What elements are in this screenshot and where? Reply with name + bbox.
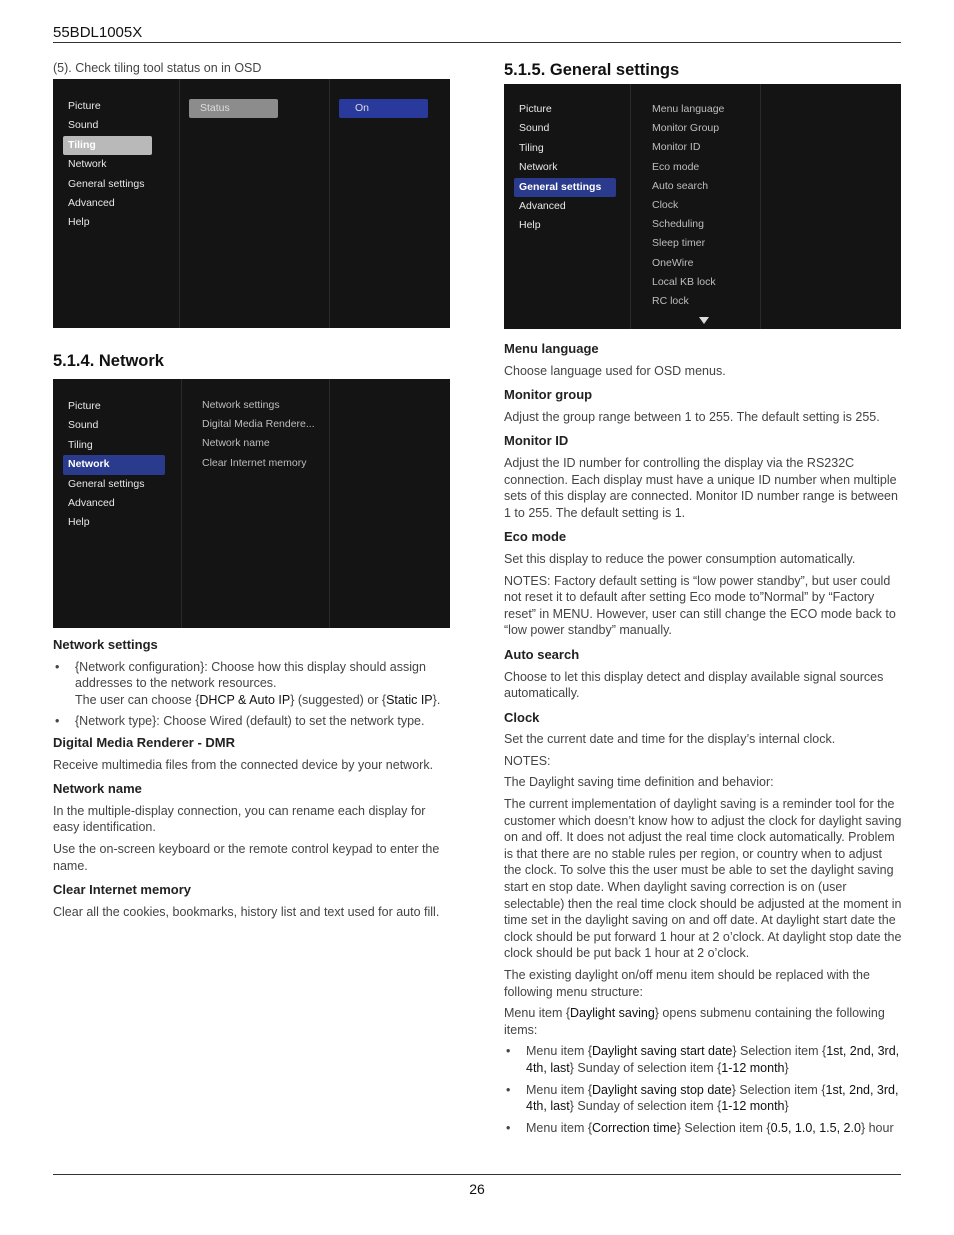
osd-divider	[630, 84, 631, 329]
page-number: 26	[469, 1181, 485, 1197]
osd-submenu-item[interactable]: Clock	[652, 199, 679, 212]
osd-menu-item-tiling[interactable]: Tiling	[63, 136, 152, 155]
clock-text: Menu item {Daylight saving} opens submenu containing the following items:	[504, 1006, 885, 1037]
osd-screen-general-settings	[504, 84, 901, 329]
clock-title: Clock	[504, 709, 540, 725]
list-item: • {Network type}: Choose Wired (default) to set the network type.	[53, 713, 451, 730]
osd-menu-item-general-settings[interactable]: General settings	[68, 177, 145, 190]
clock-text: The existing daylight on/off menu item should be replaced with the following menu structure:	[504, 968, 870, 999]
osd-submenu	[652, 100, 724, 311]
daylight-saving-list	[504, 1043, 902, 1136]
general-settings-heading: 5.1.5. General settings	[504, 61, 680, 79]
osd-screen-tiling	[53, 79, 450, 328]
menu-language-text: Choose language used for OSD menus.	[504, 363, 726, 378]
osd-menu-item-sound[interactable]: Sound	[519, 122, 550, 135]
osd-divider	[329, 379, 330, 628]
network-settings-list	[53, 659, 451, 730]
header-rule	[53, 42, 901, 43]
dmr-text: Receive multimedia files from the connected device by your network.	[53, 757, 434, 772]
scroll-down-arrow-icon[interactable]	[699, 317, 709, 324]
osd-submenu-item[interactable]: Auto search	[652, 179, 709, 192]
osd-menu-item-tiling[interactable]: Tiling	[68, 438, 93, 451]
osd-menu-item-help[interactable]: Help	[68, 516, 90, 529]
osd-submenu-item[interactable]: Network settings	[202, 399, 280, 411]
osd-menu-item-network[interactable]: Network	[519, 161, 558, 174]
osd-menu-item-help[interactable]: Help	[519, 219, 541, 232]
osd-submenu-item[interactable]: Menu language	[652, 103, 725, 115]
eco-mode-notes: NOTES: Factory default setting is “low power standby”, but user could not reset it to default after setting Eco mode to”Normal” by “Factory reset” in MENU. However, user can still change the ECO mode back to “low power standby” manually.	[504, 573, 896, 638]
osd-menu-item-help[interactable]: Help	[68, 216, 90, 229]
monitor-group-text: Adjust the group range between 1 to 255. The default setting is 255.	[504, 409, 880, 424]
osd-menu	[63, 97, 173, 233]
network-settings-title: Network settings	[53, 637, 158, 652]
clock-notes-label: NOTES:	[504, 753, 551, 768]
osd-status-value[interactable]: On	[339, 99, 428, 118]
osd-menu-item-picture[interactable]: Picture	[68, 400, 101, 412]
auto-search-text: Choose to let this display detect and display available signal sources automatically.	[504, 669, 884, 701]
osd-menu-item-general-settings[interactable]: General settings	[68, 477, 145, 490]
osd-menu-item-picture[interactable]: Picture	[519, 103, 552, 115]
osd-divider	[181, 379, 182, 628]
monitor-id-text: Adjust the ID number for controlling the display via the RS232C connection. Each display must have a unique ID number when multiple sets of this display are connected. Monitor ID number range is between 1 to 255. The default setting is 1.	[504, 455, 898, 520]
osd-menu-item-sound[interactable]: Sound	[68, 419, 99, 432]
osd-menu-item-tiling[interactable]: Tiling	[519, 141, 544, 154]
osd-submenu-item[interactable]: Digital Media Rendere...	[202, 418, 315, 431]
list-item: • {Network configuration}: Choose how this display should assign addresses to the network resources. The user can choose {DHCP & Auto IP} (suggested) or {Static IP}.	[53, 659, 451, 709]
osd-menu-item-general-settings[interactable]: General settings	[514, 178, 616, 197]
clock-text: Set the current date and time for the display’s internal clock.	[504, 732, 836, 747]
osd-screen-network	[53, 379, 450, 628]
osd-submenu-item[interactable]: Network name	[202, 437, 270, 450]
left-text-column	[53, 637, 451, 925]
eco-mode-text: Set this display to reduce the power consumption automatically.	[504, 551, 856, 566]
monitor-id-title: Monitor ID	[504, 433, 569, 449]
osd-status-label[interactable]: Status	[189, 99, 278, 118]
right-text-column	[504, 341, 902, 1141]
menu-language-title: Menu language	[504, 341, 599, 356]
osd-menu-item-advanced[interactable]: Advanced	[68, 496, 115, 509]
osd-submenu-item[interactable]: RC lock	[652, 295, 689, 308]
clear-memory-text: Clear all the cookies, bookmarks, history list and text used for auto fill.	[53, 904, 440, 919]
osd-caption: (5). Check tiling tool status on in OSD	[53, 61, 262, 75]
network-name-title: Network name	[53, 781, 142, 797]
osd-submenu-item[interactable]: Clear Internet memory	[202, 456, 307, 469]
osd-divider	[760, 84, 761, 329]
osd-menu-item-sound[interactable]: Sound	[68, 119, 99, 132]
osd-menu-item-network[interactable]: Network	[68, 158, 107, 171]
clock-text: The current implementation of daylight saving is a reminder tool for the customer which doesn’t know how to adjust the clock for daylight saving on and off. It does not adjust the real time clock automatically. Problem is that there are no stable rules per region, or country when to adjust the clock. To solve this the user must be able to set the daylight saving start en stop date. When daylight saving correction is on (user selectable) then the real time clock should be adjusted at the moment in time set in the daylight saving on and off date. At daylight start date the clock should be put forward 1 hour at 2 o’clock. At daylight stop date the clock should be put back 1 hour at 2 o’clock.	[504, 797, 902, 961]
network-section-heading: 5.1.4. Network	[53, 352, 164, 370]
osd-menu-item-advanced[interactable]: Advanced	[519, 199, 566, 212]
osd-divider	[179, 79, 180, 328]
osd-submenu	[202, 396, 315, 473]
osd-menu-item-picture[interactable]: Picture	[68, 100, 101, 112]
eco-mode-title: Eco mode	[504, 529, 567, 545]
osd-submenu-item[interactable]: Scheduling	[652, 218, 704, 231]
clear-memory-title: Clear Internet memory	[53, 882, 191, 898]
osd-submenu-item[interactable]: Monitor Group	[652, 122, 720, 135]
monitor-group-title: Monitor group	[504, 387, 593, 403]
osd-divider	[329, 79, 330, 328]
dmr-title: Digital Media Renderer - DMR	[53, 734, 236, 750]
osd-submenu-item[interactable]: Monitor ID	[652, 141, 701, 154]
list-item: • Menu item {Correction time} Selection item {0.5, 1.0, 1.5, 2.0} hour	[504, 1120, 902, 1137]
network-name-text: In the multiple-display connection, you can rename each display for easy identification.	[53, 803, 426, 835]
osd-submenu-item[interactable]: OneWire	[652, 256, 694, 269]
osd-submenu-item[interactable]: Eco mode	[652, 160, 700, 173]
clock-text: The Daylight saving time definition and behavior:	[504, 775, 774, 790]
osd-menu	[63, 397, 173, 533]
footer-rule	[53, 1174, 901, 1175]
osd-menu-item-advanced[interactable]: Advanced	[68, 196, 115, 209]
osd-menu	[514, 100, 616, 236]
list-item: • Menu item {Daylight saving stop date} Selection item {1st, 2nd, 3rd, 4th, last} Sunday of selection item {1-12 month}	[504, 1082, 902, 1115]
osd-menu-item-network[interactable]: Network	[63, 455, 165, 474]
list-item: • Menu item {Daylight saving start date} Selection item {1st, 2nd, 3rd, 4th, last} Sunday of selection item {1-12 month}	[504, 1043, 902, 1076]
auto-search-title: Auto search	[504, 646, 580, 662]
model-name: 55BDL1005X	[53, 24, 143, 41]
osd-submenu-item[interactable]: Local KB lock	[652, 275, 716, 288]
osd-submenu-item[interactable]: Sleep timer	[652, 237, 706, 250]
network-name-text: Use the on-screen keyboard or the remote control keypad to enter the name.	[53, 841, 440, 873]
